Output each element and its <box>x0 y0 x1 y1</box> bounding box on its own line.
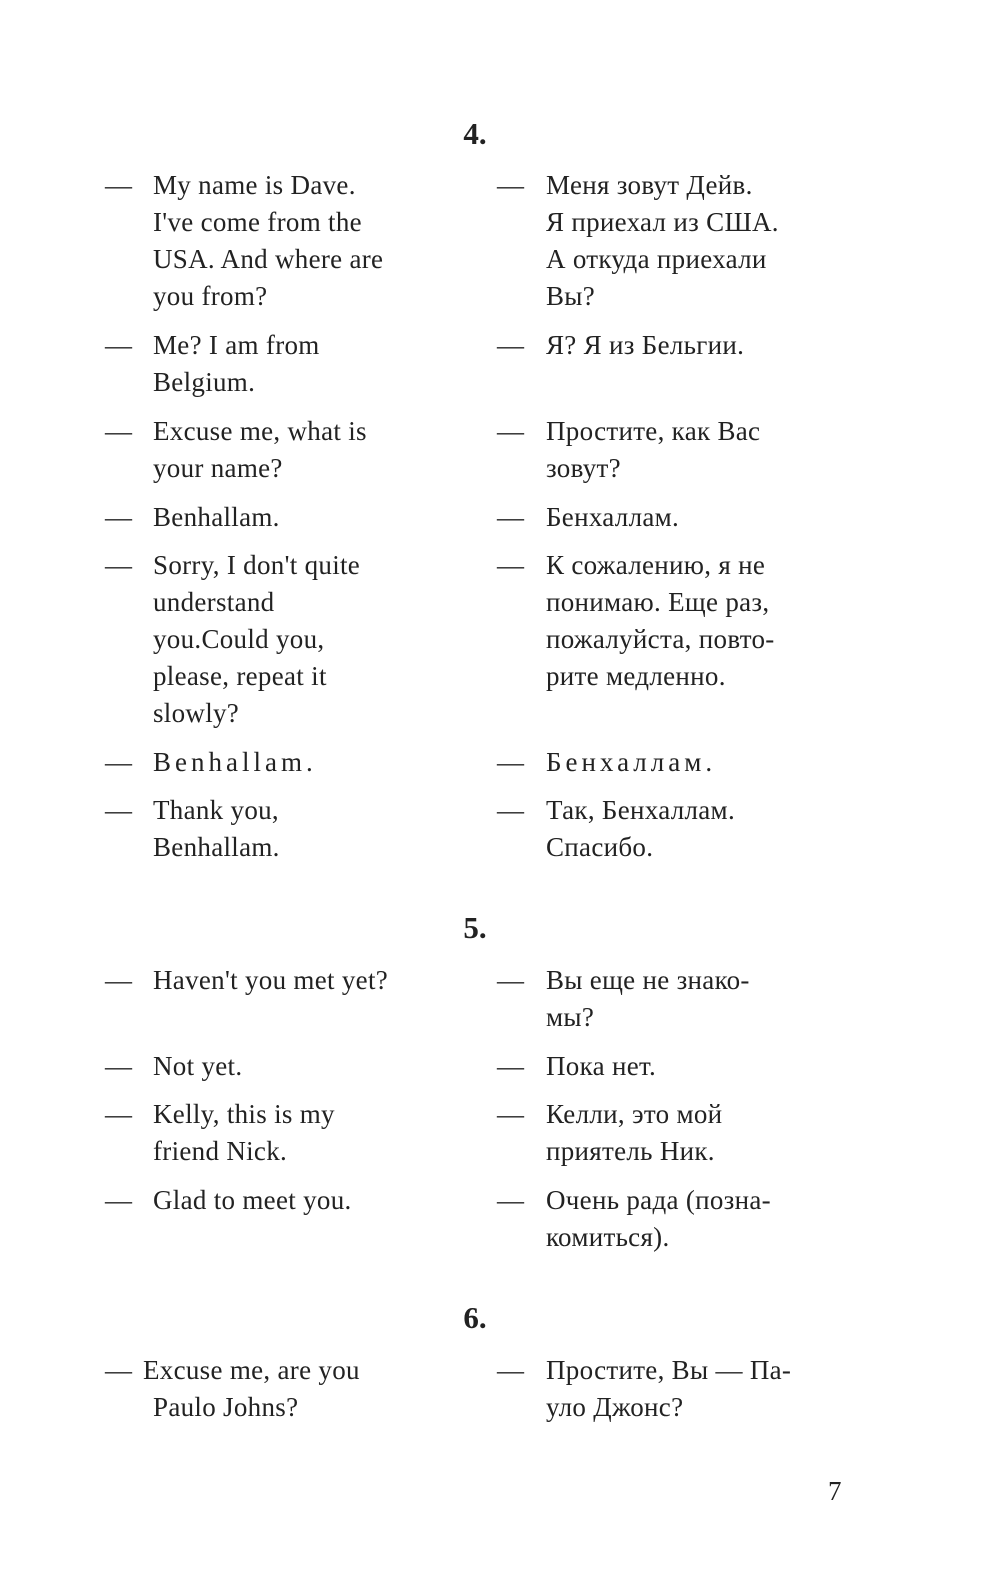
dash-en: — <box>105 330 132 360</box>
ru-line: пожалуйста, повто- <box>546 624 775 654</box>
dash-ru: — <box>497 965 524 995</box>
ru-line: понимаю. Еще раз, <box>546 587 770 617</box>
dash-en: — <box>105 1099 132 1129</box>
dash-en: — <box>105 550 132 580</box>
dash-ru: — <box>497 1185 524 1215</box>
ru-line: зовут? <box>546 453 621 483</box>
en-line: Excuse me, what is <box>153 416 367 446</box>
section-heading-5: 5. <box>463 910 487 945</box>
ru-line: Так, Бенхаллам. <box>546 795 735 825</box>
en-line: Benhallam. <box>153 832 280 862</box>
ru-line: Вы еще не знако- <box>546 965 750 995</box>
en-line: I've come from the <box>153 207 362 237</box>
dash-ru: — <box>497 1099 524 1129</box>
ru-line: Вы? <box>546 281 596 311</box>
en-line: you from? <box>153 281 268 311</box>
en-line: your name? <box>153 453 283 483</box>
en-line: understand <box>153 587 275 617</box>
en-line: slowly? <box>153 698 240 728</box>
dash-en: — <box>105 170 132 200</box>
dash-en: — <box>105 502 132 532</box>
ru-line: К сожалению, я не <box>546 550 766 580</box>
ru-line: комиться). <box>546 1222 670 1252</box>
dash-ru: — <box>497 1051 524 1081</box>
en-line: Haven't you met yet? <box>153 965 389 995</box>
dash-ru: — <box>497 550 524 580</box>
en-line: Thank you, <box>153 795 279 825</box>
en-line: Benhallam. <box>153 502 280 532</box>
dash-ru: — <box>497 416 524 446</box>
ru-line: Бенхаллам. <box>546 747 717 777</box>
dash-ru: — <box>497 747 524 777</box>
dash-en: — <box>105 1355 132 1385</box>
en-line: Not yet. <box>153 1051 243 1081</box>
section-heading-6: 6. <box>463 1300 487 1335</box>
dash-en: — <box>105 795 132 825</box>
section-heading-4: 4. <box>463 116 487 151</box>
ru-line: Пока нет. <box>546 1051 657 1081</box>
ru-line: А откуда приехали <box>546 244 767 274</box>
dash-ru: — <box>497 1355 524 1385</box>
ru-line: Я? Я из Бельгии. <box>546 330 745 360</box>
ru-line: рите медленно. <box>546 661 726 691</box>
dash-en: — <box>105 1185 132 1215</box>
dash-ru: — <box>497 502 524 532</box>
ru-line: Келли, это мой <box>546 1099 723 1129</box>
dash-ru: — <box>497 330 524 360</box>
en-line: friend Nick. <box>153 1136 288 1166</box>
en-line: Kelly, this is my <box>153 1099 335 1129</box>
ru-line: Спасибо. <box>546 832 654 862</box>
dash-ru: — <box>497 170 524 200</box>
page-number: 7 <box>828 1476 842 1506</box>
en-line: Belgium. <box>153 367 256 397</box>
ru-line: уло Джонс? <box>546 1392 684 1422</box>
ru-line: приятель Ник. <box>546 1136 715 1166</box>
en-line: Excuse me, are you <box>143 1355 360 1385</box>
en-line: Glad to meet you. <box>153 1185 352 1215</box>
dash-en: — <box>105 747 132 777</box>
en-line: USA. And where are <box>153 244 384 274</box>
ru-line: Простите, Вы — Па- <box>546 1355 792 1385</box>
en-line: please, repeat it <box>153 661 327 691</box>
en-line: Me? I am from <box>153 330 320 360</box>
en-line: Sorry, I don't quite <box>153 550 361 580</box>
ru-line: Я приехал из США. <box>546 207 779 237</box>
en-line: My name is Dave. <box>153 170 356 200</box>
dash-en: — <box>105 416 132 446</box>
ru-line: Меня зовут Дейв. <box>546 170 753 200</box>
en-line: you.Could you, <box>153 624 325 654</box>
ru-line: Бенхаллам. <box>546 502 680 532</box>
dash-ru: — <box>497 795 524 825</box>
en-line: Paulo Johns? <box>153 1392 299 1422</box>
ru-line: Очень рада (позна- <box>546 1185 771 1215</box>
dash-en: — <box>105 1051 132 1081</box>
ru-line: мы? <box>546 1002 595 1032</box>
en-line: Benhallam. <box>153 747 317 777</box>
ru-line: Простите, как Вас <box>546 416 761 446</box>
dash-en: — <box>105 965 132 995</box>
